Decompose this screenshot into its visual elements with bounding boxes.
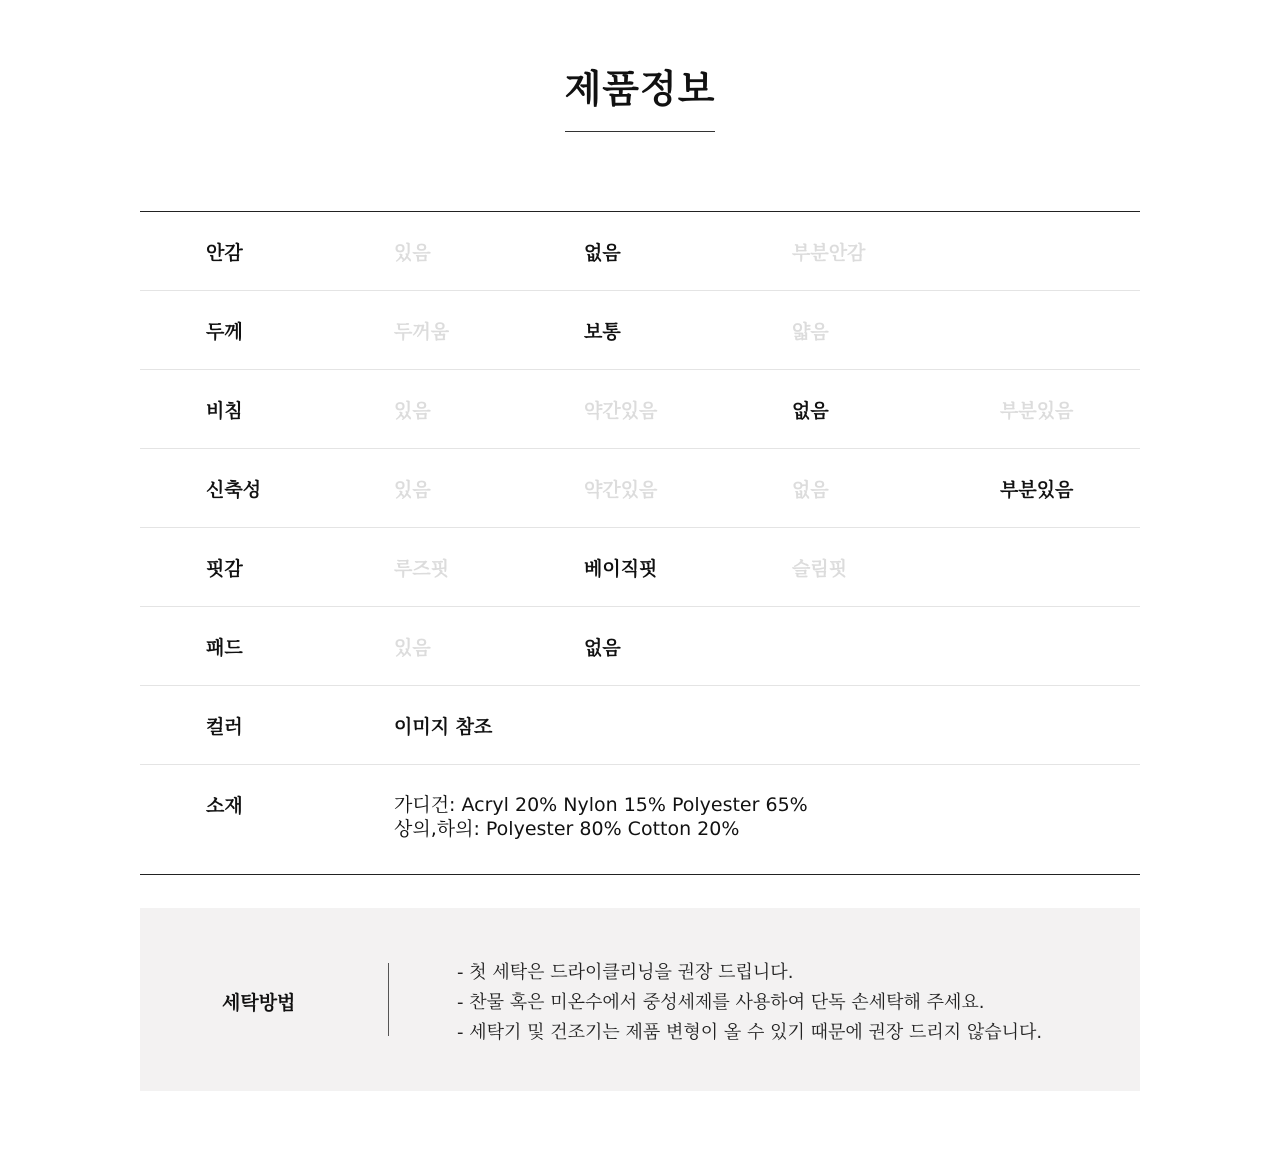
spec-row	[140, 607, 1140, 686]
spec-option: 루즈핏	[394, 558, 450, 580]
spec-label: 핏감	[206, 558, 243, 580]
spec-row	[140, 449, 1140, 528]
spec-row	[140, 291, 1140, 370]
spec-option-selected: 없음	[584, 637, 621, 659]
washing-line: - 찬물 혹은 미온수에서 중성세제를 사용하여 단독 손세탁해 주세요.	[457, 992, 985, 1013]
spec-row	[140, 212, 1140, 291]
spec-option: 있음	[394, 637, 431, 659]
spec-option-selected: 부분있음	[1000, 479, 1074, 501]
washing-method-box	[140, 908, 1140, 1091]
spec-option: 있음	[394, 479, 431, 501]
spec-option: 부분있음	[1000, 400, 1074, 422]
spec-row	[140, 370, 1140, 449]
spec-option-selected: 없음	[584, 242, 621, 264]
product-spec-table	[140, 211, 1140, 875]
spec-label: 두께	[206, 321, 243, 343]
washing-line: - 첫 세탁은 드라이클리닝을 권장 드립니다.	[457, 962, 794, 983]
spec-option: 부분안감	[792, 242, 866, 264]
spec-value-color: 이미지 참조	[394, 716, 493, 738]
spec-option: 약간있음	[584, 479, 658, 501]
spec-label: 패드	[206, 637, 243, 659]
spec-label: 안감	[206, 242, 243, 264]
spec-option: 있음	[394, 400, 431, 422]
spec-label: 비침	[206, 400, 243, 422]
title-section	[0, 58, 1280, 132]
spec-option: 없음	[792, 479, 829, 501]
spec-option: 얇음	[792, 321, 829, 343]
material-line-cardigan: 가디건: Acryl 20% Nylon 15% Polyester 65%	[394, 794, 808, 816]
spec-row	[140, 528, 1140, 607]
washing-method-title: 세탁방법	[222, 992, 296, 1014]
spec-option: 두꺼움	[394, 321, 450, 343]
spec-option-selected: 보통	[584, 321, 621, 343]
washing-divider	[388, 963, 389, 1036]
page-title: 제품정보	[565, 58, 716, 132]
spec-option: 약간있음	[584, 400, 658, 422]
washing-line: - 세탁기 및 건조기는 제품 변형이 올 수 있기 때문에 권장 드리지 않습니다.	[457, 1022, 1043, 1043]
spec-row-color	[140, 686, 1140, 765]
spec-label-color: 컬러	[206, 716, 243, 738]
spec-option-selected: 없음	[792, 400, 829, 422]
spec-row-material	[140, 765, 1140, 874]
spec-value-material	[394, 793, 808, 841]
spec-option: 슬림핏	[792, 558, 848, 580]
washing-instructions	[457, 958, 1042, 1048]
spec-option-selected: 베이직핏	[584, 558, 658, 580]
spec-label: 신축성	[206, 479, 262, 501]
spec-option: 있음	[394, 242, 431, 264]
material-line-top-bottom: 상의,하의: Polyester 80% Cotton 20%	[394, 818, 740, 840]
spec-label-material: 소재	[206, 795, 243, 817]
